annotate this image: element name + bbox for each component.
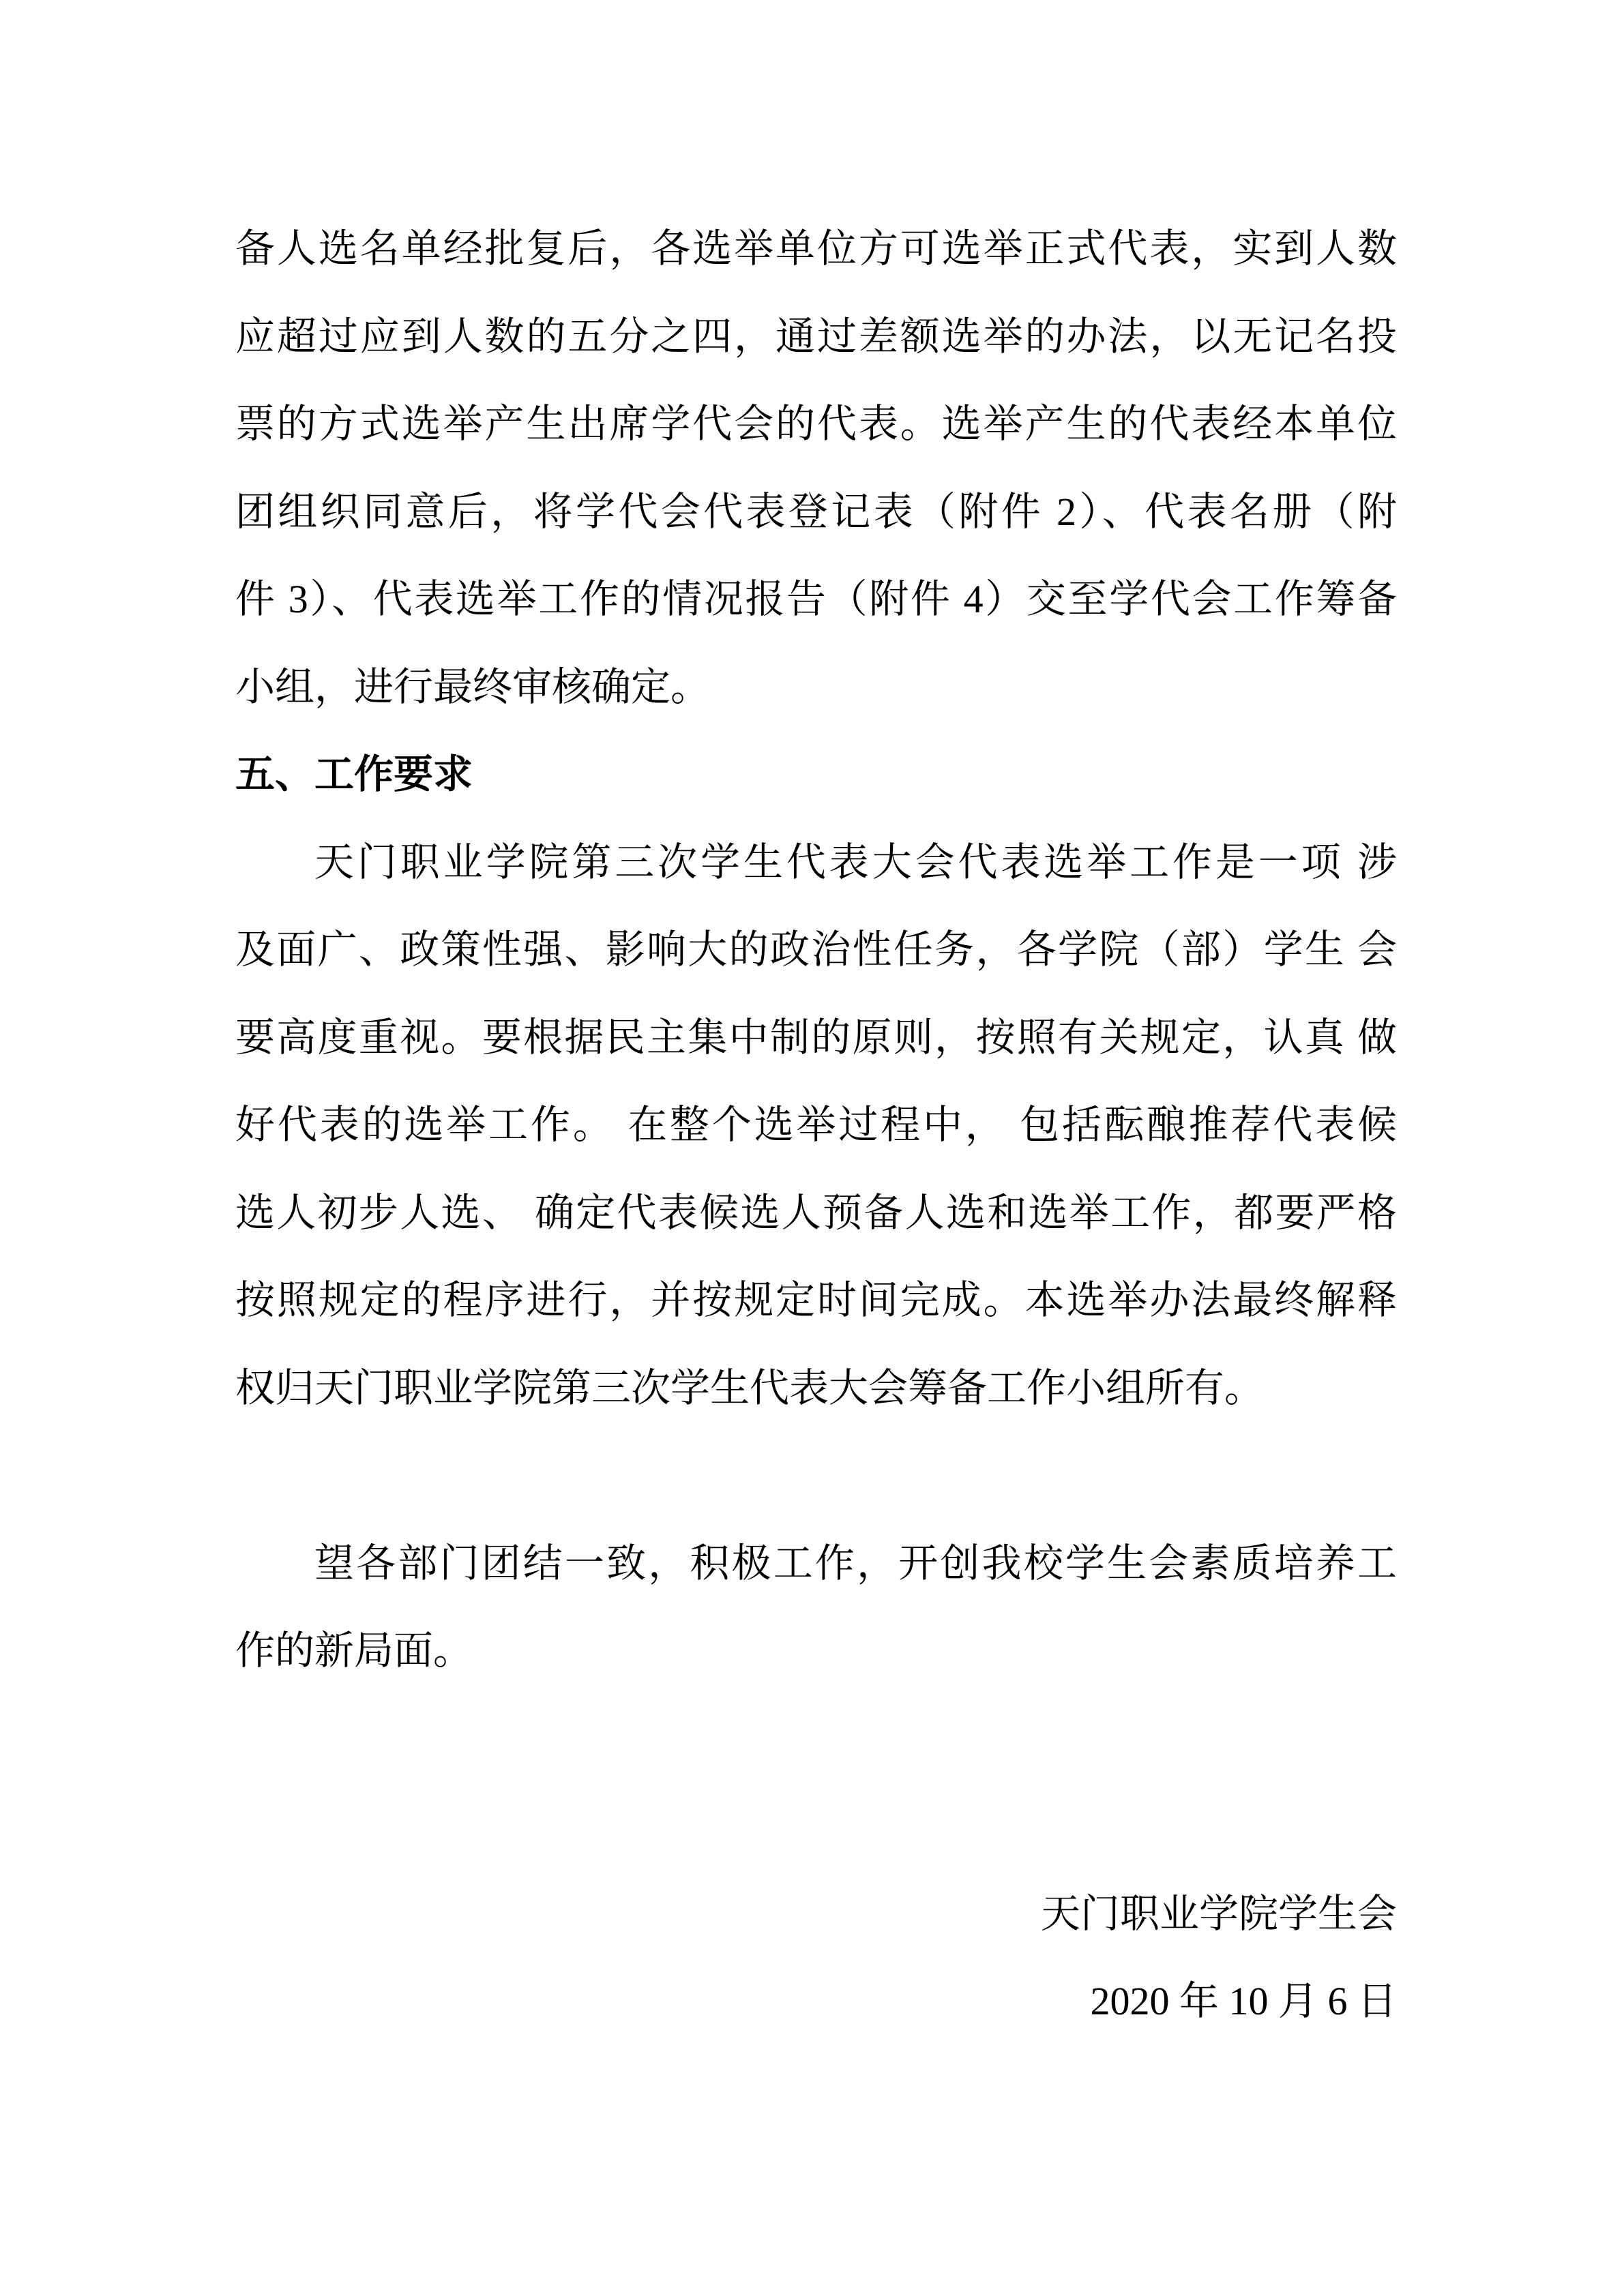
section-heading: 五、工作要求 xyxy=(235,752,473,796)
body-line: 要高度重视。要根据民主集中制的原则，按照有关规定，认真 做 xyxy=(235,1015,1397,1060)
body-line: 备人选名单经批复后，各选举单位方可选举正式代表，实到人数 xyxy=(235,226,1397,271)
body-line: 团组织同意后，将学代会代表登记表（附件 2）、代表名册（附 xyxy=(235,489,1397,534)
body-line: 作的新局面。 xyxy=(235,1628,473,1673)
body-line: 及面广、政策性强、影响大的政治性任务，各学院（部）学生 会 xyxy=(235,927,1397,972)
body-line: 件 3）、代表选举工作的情况报告（附件 4）交至学代会工作筹备 xyxy=(235,577,1397,621)
body-line: 应超过应到人数的五分之四，通过差额选举的办法，以无记名投 xyxy=(235,314,1397,359)
body-line: 按照规定的程序进行，并按规定时间完成。本选举办法最终解释 xyxy=(235,1278,1397,1322)
body-line: 好代表的选举工作。 在整个选举过程中， 包括酝酿推荐代表候 xyxy=(235,1103,1397,1147)
body-line: 选人初步人选、 确定代表候选人预备人选和选举工作，都要严格 xyxy=(235,1190,1397,1235)
body-line: 票的方式选举产生出席学代会的代表。选举产生的代表经本单位 xyxy=(235,402,1397,446)
body-line: 望各部门团结一致，积极工作，开创我校学生会素质培养工 xyxy=(314,1540,1397,1585)
date-line: 2020 年 10 月 6 日 xyxy=(1090,1979,1397,2023)
body-line: 天门职业学院第三次学生代表大会代表选举工作是一项 涉 xyxy=(314,839,1397,884)
blank-line xyxy=(235,1432,1397,1520)
body-line: 小组，进行最终审核确定。 xyxy=(235,664,711,709)
document-body xyxy=(235,205,1397,2046)
body-line: 权归天门职业学院第三次学生代表大会筹备工作小组所有。 xyxy=(235,1365,1265,1410)
signature-line: 天门职业学院学生会 xyxy=(1040,1891,1397,1936)
blank-line xyxy=(235,1783,1397,1870)
blank-line xyxy=(235,1695,1397,1783)
